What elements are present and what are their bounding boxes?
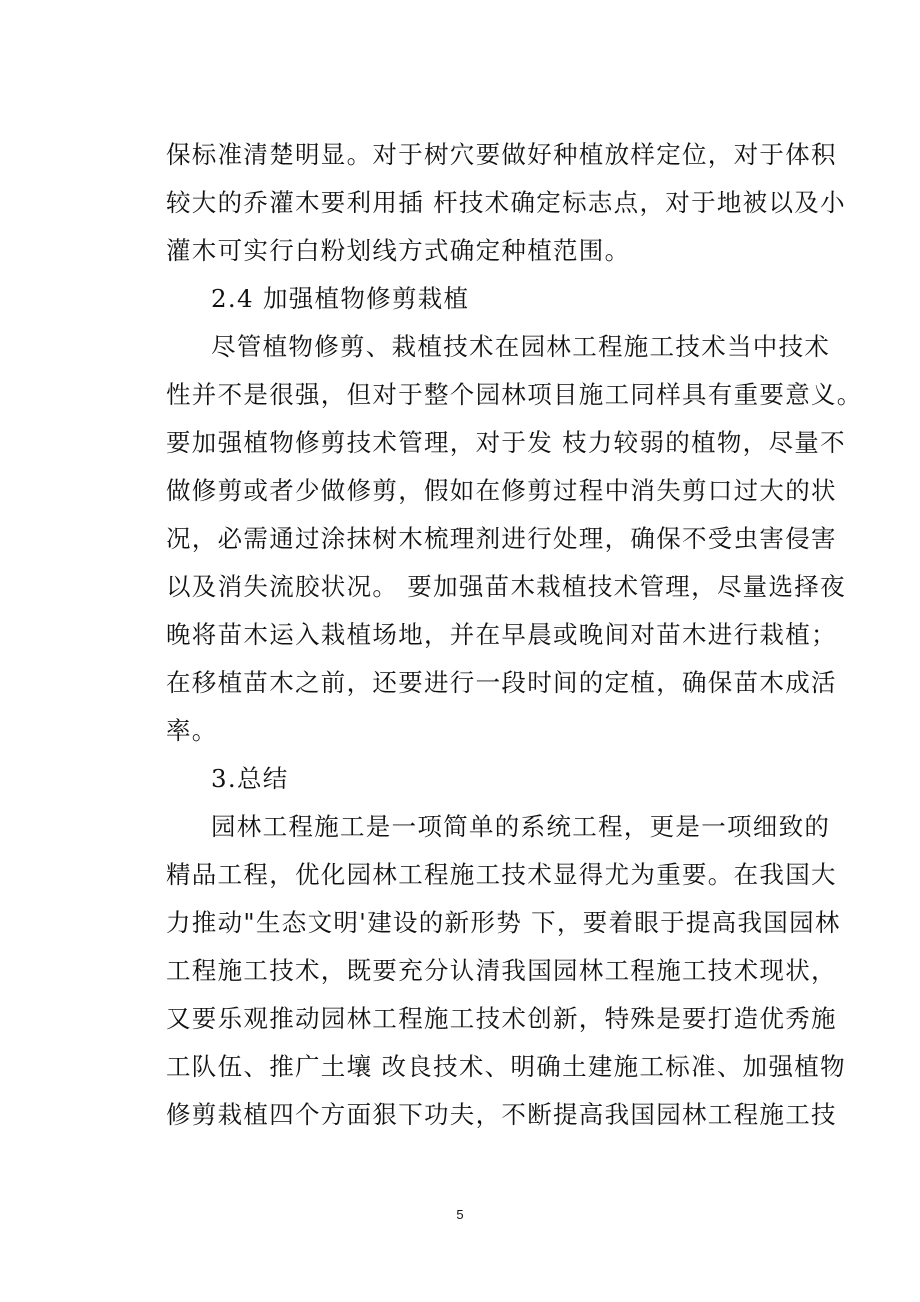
text-line: 工队伍、推广土壤 改良技术、明确土建施工标准、加强植物 [166, 1052, 846, 1081]
section-heading-2-4: 2.4 加强植物修剪栽植 [211, 284, 470, 313]
text-line: 性并不是很强，但对于整个园林项目施工同样具有重要意义。 [166, 380, 863, 409]
text-line: 率。 [166, 716, 218, 745]
text-line: 又要乐观推动园林工程施工技术创新，特殊是要打造优秀施 [166, 1004, 837, 1033]
text-line: 做修剪或者少做修剪，假如在修剪过程中消失剪口过大的状 [166, 476, 837, 505]
text-line: 精品工程，优化园林工程施工技术显得尤为重要。在我国大 [166, 860, 837, 889]
text-line: 尽管植物修剪、栽植技术在园林工程施工技术当中技术 [211, 332, 831, 361]
text-line: 修剪栽植四个方面狠下功夫，不断提高我国园林工程施工技 [166, 1100, 837, 1129]
text-line: 力推动"生态文明'建设的新形势 下，要着眼于提高我国园林 [166, 908, 841, 937]
text-line: 灌木可实行白粉划线方式确定种植范围。 [166, 236, 631, 265]
text-line: 况，必需通过涂抹树木梳理剂进行处理，确保不受虫害侵害 [166, 524, 837, 553]
page-number: 5 [456, 1207, 464, 1222]
text-line: 保标准清楚明显。对于树穴要做好种植放样定位，对于体积 [166, 140, 837, 169]
text-line: 要加强植物修剪技术管理，对于发 枝力较弱的植物，尽量不 [166, 428, 846, 457]
text-line: 工程施工技术，既要充分认清我国园林工程施工技术现状， [166, 956, 837, 985]
text-line: 在移植苗木之前，还要进行一段时间的定植，确保苗木成活 [166, 668, 837, 697]
section-heading-3: 3.总结 [211, 764, 289, 793]
text-line: 较大的乔灌木要利用插 杆技术确定标志点，对于地被以及小 [166, 188, 846, 217]
text-line: 以及消失流胶状况。 要加强苗木栽植技术管理，尽量选择夜 [166, 572, 846, 601]
text-line: 园林工程施工是一项简单的系统工程，更是一项细致的 [211, 812, 831, 841]
text-line: 晚将苗木运入栽植场地，并在早晨或晚间对苗木进行栽植； [166, 620, 837, 649]
